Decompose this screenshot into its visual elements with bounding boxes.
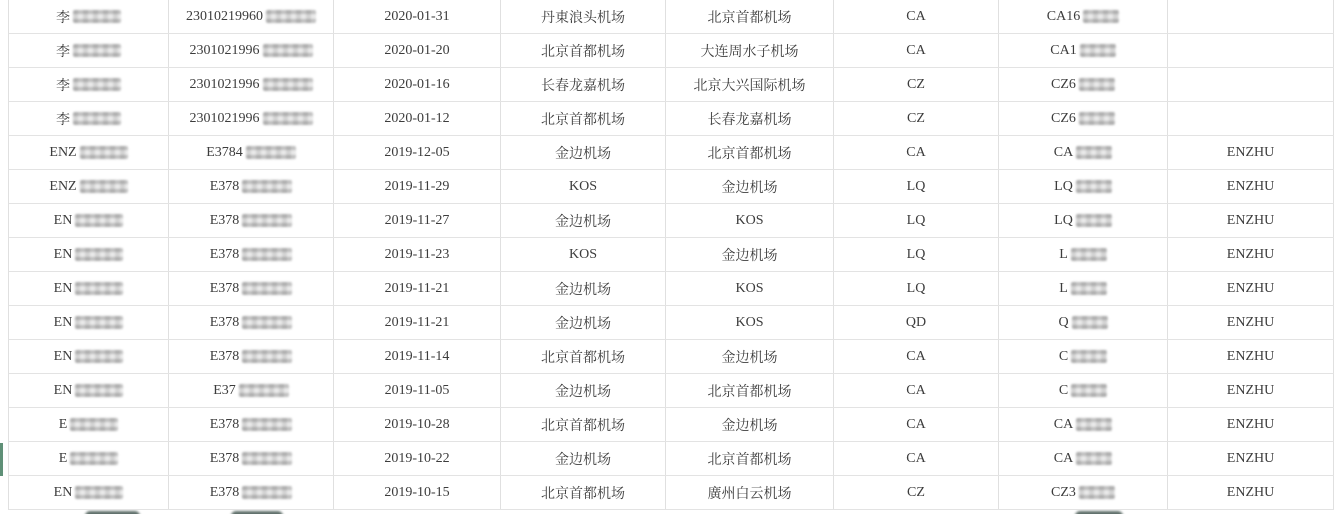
cell-tag[interactable]: [1168, 476, 1334, 509]
partial-next-row: [8, 510, 1334, 514]
cell-airline-code[interactable]: [834, 476, 999, 509]
cell-id-number[interactable]: [169, 102, 334, 135]
id-text: E378: [209, 484, 240, 500]
departure-text: 金边机场: [555, 452, 611, 468]
id-text: 2301021996: [189, 42, 260, 58]
cell-arrival-airport[interactable]: [666, 442, 834, 475]
airline-text: CA: [906, 450, 926, 466]
cell-flight-date[interactable]: [334, 340, 501, 373]
cell-departure-airport[interactable]: [501, 238, 666, 271]
flight-number-text: C: [1058, 382, 1069, 398]
redaction-blur: [1076, 214, 1112, 227]
cell-name[interactable]: [9, 374, 169, 407]
tag-text: ENZHU: [1226, 416, 1275, 432]
cell-tag[interactable]: [1168, 204, 1334, 237]
cell-departure-airport[interactable]: [501, 408, 666, 441]
cell-flight-number[interactable]: [999, 408, 1168, 441]
cell-departure-airport[interactable]: [501, 374, 666, 407]
arrival-text: 北京首都机场: [707, 452, 792, 468]
redaction-blur: [1079, 486, 1115, 499]
flight-number-text: CA: [1053, 416, 1074, 432]
date-text: 2020-01-31: [384, 8, 450, 24]
redaction-blur: [1076, 418, 1112, 431]
tag-text: ENZHU: [1226, 484, 1275, 500]
date-text: 2019-11-23: [384, 246, 450, 262]
redaction-blur: [263, 78, 313, 91]
cell-flight-date[interactable]: [334, 102, 501, 135]
cell-flight-number[interactable]: [999, 102, 1168, 135]
arrival-text: KOS: [735, 314, 764, 330]
cell-departure-airport[interactable]: [501, 272, 666, 305]
cell-airline-code[interactable]: [834, 68, 999, 101]
redaction-blur: [1071, 248, 1107, 261]
name-text: E: [58, 450, 68, 466]
departure-text: 金边机场: [555, 316, 611, 332]
redaction-blur: [70, 452, 118, 465]
tag-text: ENZHU: [1226, 212, 1275, 228]
cell-flight-date[interactable]: [334, 68, 501, 101]
date-text: 2019-11-05: [384, 382, 450, 398]
redaction-blur: [80, 180, 128, 193]
cell-arrival-airport[interactable]: [666, 374, 834, 407]
redaction-blur: [1072, 316, 1108, 329]
cell-name[interactable]: [9, 408, 169, 441]
id-text: E37: [213, 382, 236, 398]
tag-text: ENZHU: [1226, 348, 1275, 364]
date-text: 2020-01-20: [384, 42, 450, 58]
table-row[interactable]: [8, 340, 1334, 374]
cell-flight-number[interactable]: [999, 476, 1168, 509]
cell-flight-number[interactable]: [999, 306, 1168, 339]
redaction-blur: [1076, 146, 1112, 159]
name-text: 李: [56, 112, 70, 128]
cell-flight-date[interactable]: [334, 238, 501, 271]
name-text: ENZ: [49, 144, 77, 160]
redaction-blur: [242, 214, 292, 227]
departure-text: 北京首都机场: [541, 44, 625, 60]
tag-text: ENZHU: [1226, 382, 1275, 398]
cell-flight-number[interactable]: [999, 272, 1168, 305]
date-text: 2019-11-27: [384, 212, 450, 228]
flight-number-text: CZ6: [1051, 76, 1076, 92]
name-text: EN: [53, 484, 73, 500]
airline-text: CA: [906, 382, 926, 398]
redaction-blur: [73, 112, 121, 125]
airline-text: LQ: [906, 212, 926, 228]
id-text: E378: [209, 348, 240, 364]
redaction-blur: [242, 350, 292, 363]
cell-flight-number[interactable]: [999, 238, 1168, 271]
table-row[interactable]: [8, 408, 1334, 442]
cell-flight-number[interactable]: [999, 204, 1168, 237]
cell-id-number[interactable]: [169, 374, 334, 407]
tag-text: ENZHU: [1226, 314, 1275, 330]
redaction-blur: [1071, 350, 1107, 363]
flight-number-text: LQ: [1054, 178, 1073, 194]
redaction-blur: [1080, 44, 1116, 57]
cell-name[interactable]: [9, 204, 169, 237]
date-text: 2019-10-28: [384, 416, 450, 432]
name-text: ENZ: [49, 178, 77, 194]
cell-id-number[interactable]: [169, 170, 334, 203]
cell-airline-code[interactable]: [834, 306, 999, 339]
table-row[interactable]: [8, 442, 1334, 476]
id-text: E378: [209, 450, 240, 466]
tag-text: ENZHU: [1226, 246, 1275, 262]
cell-arrival-airport[interactable]: [666, 136, 834, 169]
cell-arrival-airport[interactable]: [666, 68, 834, 101]
table-row[interactable]: [8, 238, 1334, 272]
redaction-blur: [75, 350, 123, 363]
redaction-blur: [75, 214, 123, 227]
departure-text: 北京首都机场: [541, 418, 625, 434]
flight-number-text: CA1: [1050, 42, 1077, 58]
cell-id-number[interactable]: [169, 306, 334, 339]
id-text: E378: [209, 246, 240, 262]
flight-number-text: CA16: [1046, 8, 1081, 24]
cell-flight-number[interactable]: [999, 34, 1168, 67]
redaction-blur: [242, 248, 292, 261]
cell-id-number[interactable]: [169, 136, 334, 169]
cell-flight-date[interactable]: [334, 408, 501, 441]
cell-airline-code[interactable]: [834, 102, 999, 135]
redaction-blur: [1076, 452, 1112, 465]
cell-departure-airport[interactable]: [501, 476, 666, 509]
redaction-blur: [75, 486, 123, 499]
cell-name[interactable]: [9, 442, 169, 475]
id-text: 23010219960: [186, 8, 263, 24]
table-row[interactable]: [8, 34, 1334, 68]
flight-number-text: CZ3: [1051, 484, 1076, 500]
cell-arrival-airport[interactable]: [666, 238, 834, 271]
redaction-blur: [73, 10, 121, 23]
redaction-blur: [239, 384, 289, 397]
table-row[interactable]: [8, 272, 1334, 306]
cell-arrival-airport[interactable]: [666, 306, 834, 339]
arrival-text: 大连周水子机场: [700, 44, 799, 60]
table-row[interactable]: [8, 0, 1334, 34]
redaction-blur: [242, 452, 292, 465]
arrival-text: 北京首都机场: [707, 384, 792, 400]
redaction-blur: [266, 10, 316, 23]
cell-tag[interactable]: [1168, 170, 1334, 203]
departure-text: 金边机场: [555, 384, 611, 400]
arrival-text: 长春龙嘉机场: [707, 112, 792, 128]
cell-arrival-airport[interactable]: [666, 34, 834, 67]
id-text: 2301021996: [189, 110, 260, 126]
arrival-text: KOS: [735, 280, 764, 296]
arrival-text: 金边机场: [721, 248, 778, 264]
cell-flight-number[interactable]: [999, 170, 1168, 203]
flight-number-text: CA: [1053, 450, 1074, 466]
departure-text: 北京首都机场: [541, 486, 625, 502]
cell-tag[interactable]: [1168, 408, 1334, 441]
table-row[interactable]: [8, 476, 1334, 510]
cell-id-number[interactable]: [169, 442, 334, 475]
cell-flight-date[interactable]: [334, 170, 501, 203]
redaction-blur: [70, 418, 118, 431]
arrival-text: 金边机场: [721, 180, 778, 196]
cell-airline-code[interactable]: [834, 0, 999, 33]
departure-text: KOS: [568, 246, 597, 262]
cell-tag[interactable]: [1168, 136, 1334, 169]
airline-text: LQ: [906, 178, 926, 194]
airline-text: CZ: [907, 110, 925, 126]
cell-airline-code[interactable]: [834, 238, 999, 271]
flight-number-text: L: [1059, 280, 1068, 296]
table-row[interactable]: [8, 68, 1334, 102]
redaction-blur: [1071, 282, 1107, 295]
departure-text: 金边机场: [555, 214, 611, 230]
redaction-blur: [242, 282, 292, 295]
cell-name[interactable]: [9, 476, 169, 509]
cell-flight-number[interactable]: [999, 0, 1168, 33]
cell-id-number[interactable]: [169, 204, 334, 237]
departure-text: 北京首都机场: [541, 350, 625, 366]
name-text: EN: [53, 212, 73, 228]
airline-text: CA: [906, 348, 926, 364]
cell-airline-code[interactable]: [834, 272, 999, 305]
name-text: EN: [53, 314, 73, 330]
date-text: 2019-11-29: [384, 178, 450, 194]
cell-id-number[interactable]: [169, 272, 334, 305]
id-text: E378: [209, 416, 240, 432]
cell-tag[interactable]: [1168, 238, 1334, 271]
id-text: E378: [209, 212, 240, 228]
redaction-blur: [75, 316, 123, 329]
cell-flight-date[interactable]: [334, 136, 501, 169]
cell-flight-date[interactable]: [334, 442, 501, 475]
table-row[interactable]: [8, 136, 1334, 170]
redaction-blur: [242, 418, 292, 431]
cell-flight-date[interactable]: [334, 272, 501, 305]
table-row[interactable]: [8, 204, 1334, 238]
cell-arrival-airport[interactable]: [666, 340, 834, 373]
date-text: 2020-01-12: [384, 110, 450, 126]
departure-text: 丹東浪头机场: [541, 10, 625, 26]
cell-flight-number[interactable]: [999, 68, 1168, 101]
cell-arrival-airport[interactable]: [666, 0, 834, 33]
cell-name[interactable]: [9, 34, 169, 67]
flight-number-text: Q: [1058, 314, 1069, 330]
departure-text: 金边机场: [555, 146, 611, 162]
cell-flight-date[interactable]: [334, 0, 501, 33]
cell-tag[interactable]: [1168, 340, 1334, 373]
redaction-blur: [242, 180, 292, 193]
date-text: 2019-11-14: [384, 348, 450, 364]
redaction-blur: [1083, 10, 1119, 23]
arrival-text: 北京首都机场: [707, 146, 792, 162]
cell-departure-airport[interactable]: [501, 204, 666, 237]
cell-airline-code[interactable]: [834, 34, 999, 67]
cell-arrival-airport[interactable]: [666, 408, 834, 441]
name-text: EN: [53, 382, 73, 398]
name-text: 李: [56, 78, 70, 94]
cell-departure-airport[interactable]: [501, 170, 666, 203]
redaction-blur: [263, 44, 313, 57]
date-text: 2019-11-21: [384, 314, 450, 330]
departure-text: 北京首都机场: [541, 112, 625, 128]
cell-name[interactable]: [9, 102, 169, 135]
cell-airline-code[interactable]: [834, 442, 999, 475]
cell-airline-code[interactable]: [834, 340, 999, 373]
cell-id-number[interactable]: [169, 34, 334, 67]
tag-text: ENZHU: [1226, 178, 1275, 194]
flight-number-text: L: [1059, 246, 1068, 262]
cell-departure-airport[interactable]: [501, 68, 666, 101]
redaction-blur: [73, 78, 121, 91]
redaction-blur: [1079, 78, 1115, 91]
airline-text: CA: [906, 42, 926, 58]
id-text: E378: [209, 280, 240, 296]
redaction-blur: [1071, 384, 1107, 397]
flight-number-text: C: [1058, 348, 1069, 364]
cell-id-number[interactable]: [169, 408, 334, 441]
departure-text: 长春龙嘉机场: [541, 78, 625, 94]
cell-tag[interactable]: [1168, 272, 1334, 305]
arrival-text: 金边机场: [721, 350, 778, 366]
redaction-blur: [75, 282, 123, 295]
cell-arrival-airport[interactable]: [666, 476, 834, 509]
cell-name[interactable]: [9, 170, 169, 203]
cell-id-number[interactable]: [169, 340, 334, 373]
cell-flight-number[interactable]: [999, 340, 1168, 373]
redaction-blur: [242, 486, 292, 499]
cell-id-number[interactable]: [169, 476, 334, 509]
cell-tag[interactable]: [1168, 0, 1334, 33]
cell-name[interactable]: [9, 238, 169, 271]
cell-departure-airport[interactable]: [501, 102, 666, 135]
cell-id-number[interactable]: [169, 0, 334, 33]
redaction-blur: [1079, 112, 1115, 125]
cell-departure-airport[interactable]: [501, 306, 666, 339]
arrival-text: KOS: [735, 212, 764, 228]
cell-airline-code[interactable]: [834, 408, 999, 441]
airline-text: CA: [906, 8, 926, 24]
flight-number-text: LQ: [1054, 212, 1073, 228]
airline-text: CA: [906, 144, 926, 160]
departure-text: 金边机场: [555, 282, 611, 298]
cell-name[interactable]: [9, 306, 169, 339]
name-text: EN: [53, 280, 73, 296]
table-row[interactable]: [8, 170, 1334, 204]
cell-id-number[interactable]: [169, 238, 334, 271]
date-text: 2019-12-05: [384, 144, 450, 160]
cell-tag[interactable]: [1168, 374, 1334, 407]
arrival-text: 北京大兴国际机场: [693, 78, 806, 94]
redaction-blur: [75, 248, 123, 261]
cell-arrival-airport[interactable]: [666, 272, 834, 305]
id-text: E378: [209, 314, 240, 330]
table-row[interactable]: [8, 306, 1334, 340]
airline-text: LQ: [906, 280, 926, 296]
arrival-text: 北京首都机场: [707, 10, 792, 26]
tag-text: ENZHU: [1226, 280, 1275, 296]
cell-flight-date[interactable]: [334, 204, 501, 237]
airline-text: CZ: [907, 76, 925, 92]
arrival-text: 廣州白云机场: [707, 486, 792, 502]
redaction-blur: [73, 44, 121, 57]
id-text: E378: [209, 178, 240, 194]
table-row[interactable]: [8, 374, 1334, 408]
cell-departure-airport[interactable]: [501, 442, 666, 475]
name-text: 李: [56, 44, 70, 60]
date-text: 2019-10-22: [384, 450, 450, 466]
cell-arrival-airport[interactable]: [666, 102, 834, 135]
flight-number-text: CA: [1053, 144, 1074, 160]
airline-text: CZ: [907, 484, 925, 500]
cell-name[interactable]: [9, 340, 169, 373]
redaction-blur: [242, 316, 292, 329]
cell-tag[interactable]: [1168, 306, 1334, 339]
cell-id-number[interactable]: [169, 68, 334, 101]
cell-name[interactable]: [9, 272, 169, 305]
name-text: E: [58, 416, 68, 432]
cell-departure-airport[interactable]: [501, 34, 666, 67]
cell-flight-date[interactable]: [334, 476, 501, 509]
name-text: EN: [53, 246, 73, 262]
tag-text: ENZHU: [1226, 450, 1275, 466]
cell-airline-code[interactable]: [834, 374, 999, 407]
cell-flight-number[interactable]: [999, 374, 1168, 407]
cell-name[interactable]: [9, 68, 169, 101]
date-text: 2020-01-16: [384, 76, 450, 92]
id-text: E3784: [206, 144, 243, 160]
departure-text: KOS: [568, 178, 597, 194]
name-text: EN: [53, 348, 73, 364]
flight-number-text: CZ6: [1051, 110, 1076, 126]
airline-text: CA: [906, 416, 926, 432]
cell-departure-airport[interactable]: [501, 136, 666, 169]
cell-flight-number[interactable]: [999, 442, 1168, 475]
tag-text: ENZHU: [1226, 144, 1275, 160]
cell-arrival-airport[interactable]: [666, 204, 834, 237]
cell-airline-code[interactable]: [834, 136, 999, 169]
date-text: 2019-11-21: [384, 280, 450, 296]
cell-tag[interactable]: [1168, 68, 1334, 101]
cell-name[interactable]: [9, 136, 169, 169]
id-text: 2301021996: [189, 76, 260, 92]
cell-flight-number[interactable]: [999, 136, 1168, 169]
redaction-blur: [75, 384, 123, 397]
redaction-blur: [80, 146, 128, 159]
date-text: 2019-10-15: [384, 484, 450, 500]
cell-airline-code[interactable]: [834, 204, 999, 237]
cell-tag[interactable]: [1168, 442, 1334, 475]
cell-flight-date[interactable]: [334, 306, 501, 339]
cell-tag[interactable]: [1168, 34, 1334, 67]
cell-arrival-airport[interactable]: [666, 170, 834, 203]
arrival-text: 金边机场: [721, 418, 778, 434]
row-selection-indicator: [0, 443, 3, 476]
cell-departure-airport[interactable]: [501, 0, 666, 33]
table-row[interactable]: [8, 102, 1334, 136]
redaction-blur: [246, 146, 296, 159]
cell-tag[interactable]: [1168, 102, 1334, 135]
redaction-blur: [263, 112, 313, 125]
flight-records-table: [8, 0, 1334, 510]
cell-name[interactable]: [9, 0, 169, 33]
airline-text: LQ: [906, 246, 926, 262]
cell-departure-airport[interactable]: [501, 340, 666, 373]
cell-flight-date[interactable]: [334, 34, 501, 67]
cell-flight-date[interactable]: [334, 374, 501, 407]
name-text: 李: [56, 10, 70, 26]
airline-text: QD: [905, 314, 927, 330]
redaction-blur: [1076, 180, 1112, 193]
cell-airline-code[interactable]: [834, 170, 999, 203]
